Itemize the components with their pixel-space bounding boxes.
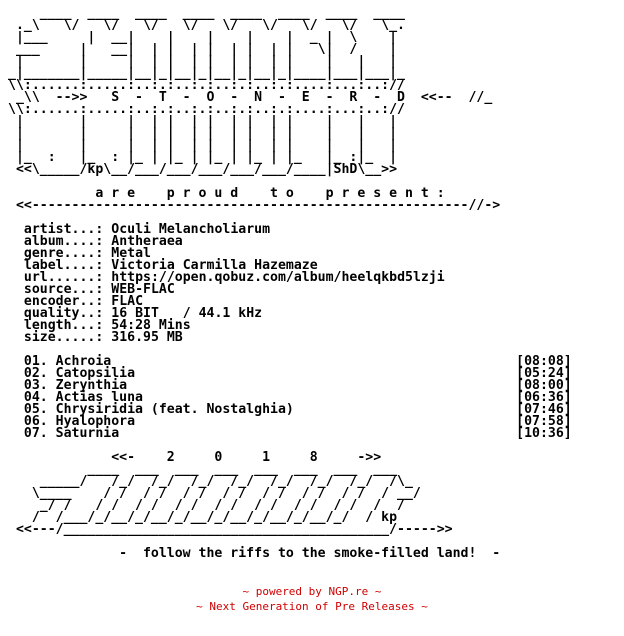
track-title: 01. Achroia	[8, 354, 112, 369]
info-label: size.....:	[23, 330, 104, 345]
stonerd-logo-top: ____ ____ ____ ____ ____ ____ ____ ____ ._\ \/ \/ \/ \/ \/ \/ \/ \/ \_. |___ | __| | | | | _ | \ | ___ | __| | | | | | | | | \| / | | | | | | | | | | | | | | | _|_______|_____|__|_|__|_|__|_|__|_|____|___|___|_ \\:......:.....:..:.:..:.:..:.:..:.:....:...:..://	[8, 6, 405, 93]
stonerd-logo-title: _\\ -->> S - T - O - N - E - R - D <<-- //_ \\:......:.....:..:.:..:.:..:.:..:.:....:...:..://	[8, 90, 493, 117]
info-value: FLAC	[111, 294, 144, 309]
info-label: encoder..:	[23, 294, 104, 309]
info-label: length...:	[23, 318, 104, 333]
track-title: 02. Catopsilia	[8, 366, 136, 381]
tracklist	[8, 354, 572, 441]
track-duration: [08:00]	[516, 378, 572, 393]
track-duration: [07:46]	[516, 402, 572, 417]
stonerd-logo-bottom: | | | | | | | | | | | | | | | | | | | | | | | | | | | | | | | | | | | | | | | | | | |_ : |_ : |_ | |_ | |_ | |_ | |_ |_ :|_ | <<\_____/kp\__/___/___/___/___/___/____|ShD\__>>	[15, 114, 398, 177]
track-duration: [08:08]	[516, 354, 572, 369]
info-label: artist...:	[23, 222, 104, 237]
info-value: Victoria Carmilla Hazemaze	[111, 258, 318, 273]
info-row	[8, 330, 183, 345]
track-duration: [06:36]	[516, 390, 572, 405]
info-label: source...:	[23, 282, 104, 297]
track-duration: [10:36]	[516, 426, 572, 441]
release-info	[8, 222, 445, 345]
footer-powered-by: ~ powered by NGP.re ~	[242, 585, 382, 598]
year-logo: ____ ___ ___ ___ ___ ___ ___ ___ _____/ /_/ /_/ /_/ /_/ /_/ /_/ /_/ /\_ \____ / / / / / / / / / / / / / / / __/ _/ / / / / / / / / / / / / / / / / / / /___/_/__/_/__/_/__/_/__/_/__/_/__/_/ / kp <<---/_________________________________________/----->>	[15, 462, 453, 537]
info-value: 54:28 Mins	[111, 318, 191, 333]
year-line: <<- 2 0 1 8 ->>	[8, 450, 382, 465]
info-value: 16 BIT / 44.1 kHz	[111, 306, 263, 321]
info-label: url......:	[23, 270, 104, 285]
info-value: Metal	[111, 246, 151, 261]
present-rule: <<-------------------------------------------------------//->	[8, 198, 501, 213]
nfo-text	[8, 8, 572, 560]
present-heading: a r e p r o u d t o p r e s e n t :	[8, 186, 445, 201]
info-value: 316.95 MB	[111, 330, 183, 345]
info-value: Antheraea	[111, 234, 183, 249]
track-row	[8, 426, 572, 441]
info-label: genre....:	[23, 246, 104, 261]
info-label: album....:	[23, 234, 104, 249]
track-title: 04. Actias luna	[8, 390, 143, 405]
footer-subtitle: ~ Next Generation of Pre Releases ~	[196, 600, 428, 613]
info-value: WEB-FLAC	[111, 282, 175, 297]
track-duration: [07:58]	[516, 414, 572, 429]
info-label: quality..:	[23, 306, 104, 321]
track-title: 06. Hyalophora	[8, 414, 136, 429]
info-value: Oculi Melancholiarum	[111, 222, 271, 237]
tagline: - follow the riffs to the smoke-filled land! -	[8, 546, 501, 561]
track-duration: [05:24]	[516, 366, 572, 381]
track-title: 07. Saturnia	[8, 426, 120, 441]
info-label: label....:	[23, 258, 104, 273]
track-title: 03. Zerynthia	[8, 378, 128, 393]
info-value: https://open.qobuz.com/album/heelqkbd5lzji	[111, 270, 445, 285]
track-title: 05. Chrysiridia (feat. Nostalghia)	[8, 402, 294, 417]
